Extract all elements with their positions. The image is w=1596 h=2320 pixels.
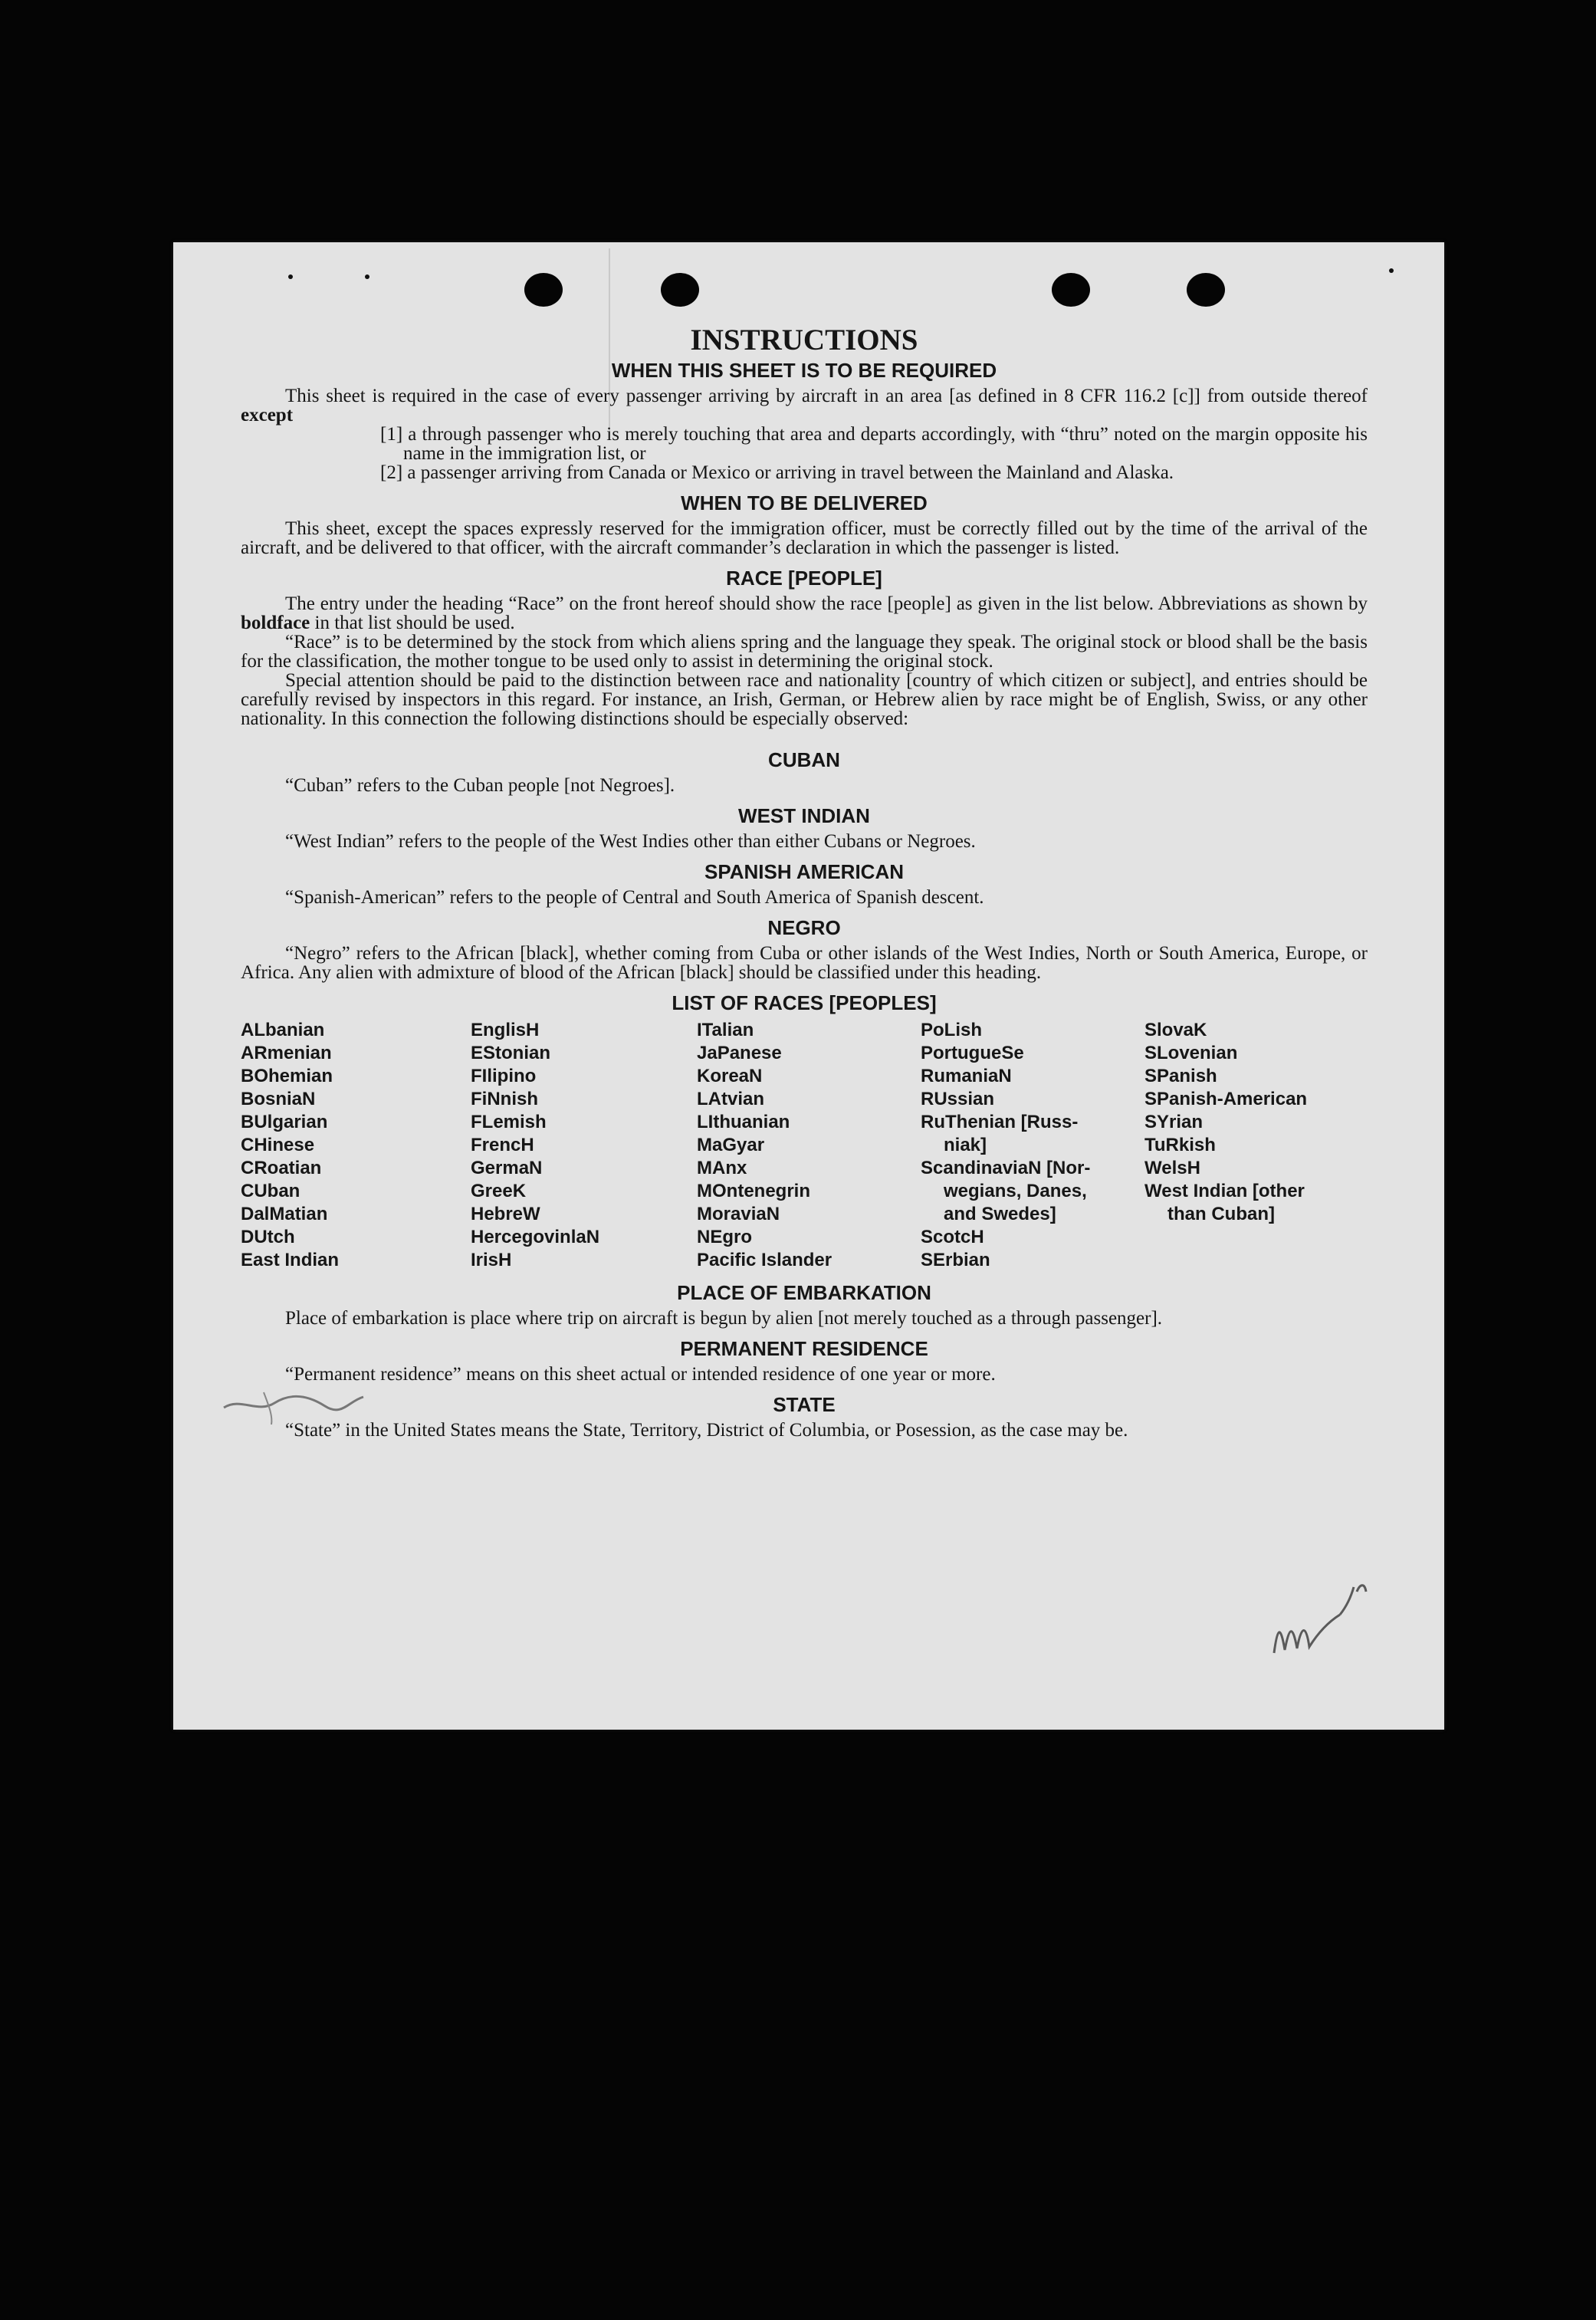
when-delivered-text: This sheet, except the spaces expressly reserved for the immigration officer, must be correctly filled out by the time of the arrival of the aircraft, and be delivered to that officer, with the aircraft commander’s declaration in which the passenger is listed. (241, 518, 1368, 558)
heading-when-required: WHEN THIS SHEET IS TO BE REQUIRED (611, 359, 997, 382)
race-entry: HebreW (471, 1204, 540, 1224)
race-entry-continuation: and Swedes] (944, 1204, 1056, 1224)
race-entry: East Indian (241, 1250, 340, 1270)
speck (365, 274, 369, 279)
handwritten-initials (1266, 1576, 1374, 1668)
race-entry: LIthuanian (697, 1112, 790, 1132)
heading-spanish-american: SPANISH AMERICAN (704, 860, 904, 883)
race-entry: FIlipino (471, 1066, 537, 1086)
race-entry: CHinese (241, 1135, 315, 1155)
race-entry: BOhemian (241, 1066, 333, 1086)
race-entry: IrisH (471, 1250, 512, 1270)
race-entry: KoreaN (697, 1066, 763, 1086)
punch-hole (1187, 273, 1225, 307)
races-column-2 (471, 1019, 697, 1272)
state-text: “State” in the United States means the State, Territory, District of Columbia, or Posession, as the case may be. (285, 1420, 1128, 1441)
race-entry: West Indian [other (1144, 1181, 1305, 1201)
cuban-text: “Cuban” refers to the Cuban people [not Negroes]. (285, 775, 675, 796)
race-entry: SlovaK (1144, 1020, 1207, 1040)
race-entry: PortugueSe (921, 1043, 1024, 1063)
races-column-1 (241, 1019, 471, 1272)
punch-hole (661, 273, 699, 307)
race-entry: CUban (241, 1181, 300, 1201)
races-column-3 (697, 1019, 921, 1272)
when-required-item-2: [2] a passenger arriving from Canada or Mexico or arriving in travel between the Mainland and Alaska. (380, 462, 1174, 483)
race-entry: ScotcH (921, 1227, 984, 1247)
race-entry-continuation: wegians, Danes, (944, 1181, 1087, 1201)
when-required-intro: This sheet is required in the case of every passenger arriving by aircraft in an area [as defined in 8 CFR 116.2 [c]] from outside thereof except (241, 386, 1368, 426)
heading-when-delivered: WHEN TO BE DELIVERED (681, 491, 928, 514)
race-entry: HercegovinlaN (471, 1227, 600, 1247)
punch-hole (524, 273, 563, 307)
race-paragraph-3: Special attention should be paid to the distinction between race and nationality [country of which citizen or subject], and entries should be carefully revised by inspectors in this regard. For instance, an Irish, German, or Hebrew alien by race might be of English, Swiss, or any other nationality. In this connection the following distinctions should be especially observed: (241, 670, 1368, 729)
heading-state: STATE (773, 1393, 836, 1416)
heading-cuban: CUBAN (768, 748, 840, 771)
race-entry: SLovenian (1144, 1043, 1238, 1063)
race-entry: BosniaN (241, 1089, 316, 1109)
race-entry-continuation: than Cuban] (1167, 1204, 1275, 1224)
race-entry: RumaniaN (921, 1066, 1012, 1086)
race-entry: RuThenian [Russ- (921, 1112, 1079, 1132)
race-entry: TuRkish (1144, 1135, 1216, 1155)
handwritten-scribble (218, 1374, 371, 1435)
race-entry: MoraviaN (697, 1204, 780, 1224)
heading-permanent-residence: PERMANENT RESIDENCE (680, 1337, 928, 1360)
races-column-5 (1144, 1019, 1367, 1272)
embarkation-text: Place of embarkation is place where trip on aircraft is begun by alien [not merely touched as a through passenger]. (285, 1308, 1163, 1329)
race-entry: EStonian (471, 1043, 551, 1063)
race-entry: FrencH (471, 1135, 534, 1155)
race-entry: ScandinaviaN [Nor- (921, 1158, 1091, 1178)
race-entry-continuation: niak] (944, 1135, 987, 1155)
race-entry: SPanish-American (1144, 1089, 1308, 1109)
race-entry: EnglisH (471, 1020, 540, 1040)
race-entry: SPanish (1144, 1066, 1217, 1086)
heading-negro: NEGRO (767, 916, 841, 939)
race-entry: MaGyar (697, 1135, 765, 1155)
when-required-item-1: [1] a through passenger who is merely touching that area and departs accordingly, with “thru” noted on the margin opposite his name in the immigration list, or (380, 424, 1368, 464)
race-entry: ARmenian (241, 1043, 332, 1063)
document-title: INSTRUCTIONS (690, 324, 918, 357)
race-entry: ALbanian (241, 1020, 325, 1040)
race-entry: FLemish (471, 1112, 547, 1132)
races-list (241, 1019, 1368, 1272)
race-entry: BUlgarian (241, 1112, 328, 1132)
races-column-4 (921, 1019, 1144, 1272)
race-entry: PoLish (921, 1020, 983, 1040)
instructions-body (241, 324, 1368, 1440)
race-paragraph-1: The entry under the heading “Race” on the front hereof should show the race [people] as given in the list below. Abbreviations as shown by boldface in that list should be used. (241, 593, 1368, 633)
race-entry: SYrian (1144, 1112, 1204, 1132)
heading-race: RACE [PEOPLE] (726, 567, 882, 590)
race-entry: GreeK (471, 1181, 527, 1201)
race-entry: GermaN (471, 1158, 543, 1178)
instruction-sheet (173, 242, 1444, 1730)
heading-west-indian: WEST INDIAN (738, 804, 870, 827)
heading-embarkation: PLACE OF EMBARKATION (677, 1281, 931, 1304)
race-entry: DalMatian (241, 1204, 328, 1224)
race-entry: ITalian (697, 1020, 754, 1040)
negro-text: “Negro” refers to the African [black], whether coming from Cuba or other islands of the West Indies, North or South America, Europe, or Africa. Any alien with admixture of blood of the African [black] should be classified under this heading. (241, 943, 1368, 983)
punch-hole (1052, 273, 1090, 307)
residence-text: “Permanent residence” means on this sheet actual or intended residence of one year or more. (285, 1364, 996, 1385)
race-entry: LAtvian (697, 1089, 765, 1109)
race-entry: DUtch (241, 1227, 295, 1247)
speck (288, 274, 293, 279)
race-entry: MOntenegrin (697, 1181, 810, 1201)
heading-list-of-races: LIST OF RACES [PEOPLES] (672, 991, 937, 1014)
race-entry: CRoatian (241, 1158, 322, 1178)
speck (1389, 268, 1394, 273)
race-entry: WelsH (1144, 1158, 1200, 1178)
race-entry: MAnx (697, 1158, 747, 1178)
race-entry: SErbian (921, 1250, 990, 1270)
race-entry: RUssian (921, 1089, 995, 1109)
race-paragraph-2: “Race” is to be determined by the stock from which aliens spring and the language they speak. The original stock or blood shall be the basis for the classification, the mother tongue to be used only to assist in determining the original stock. (241, 632, 1368, 672)
race-entry: FiNnish (471, 1089, 538, 1109)
west-indian-text: “West Indian” refers to the people of the West Indies other than either Cubans or Negroes. (285, 831, 976, 852)
race-entry: Pacific Islander (697, 1250, 832, 1270)
race-entry: JaPanese (697, 1043, 782, 1063)
race-entry: NEgro (697, 1227, 752, 1247)
spanish-american-text: “Spanish-American” refers to the people of Central and South America of Spanish descent. (285, 887, 984, 908)
